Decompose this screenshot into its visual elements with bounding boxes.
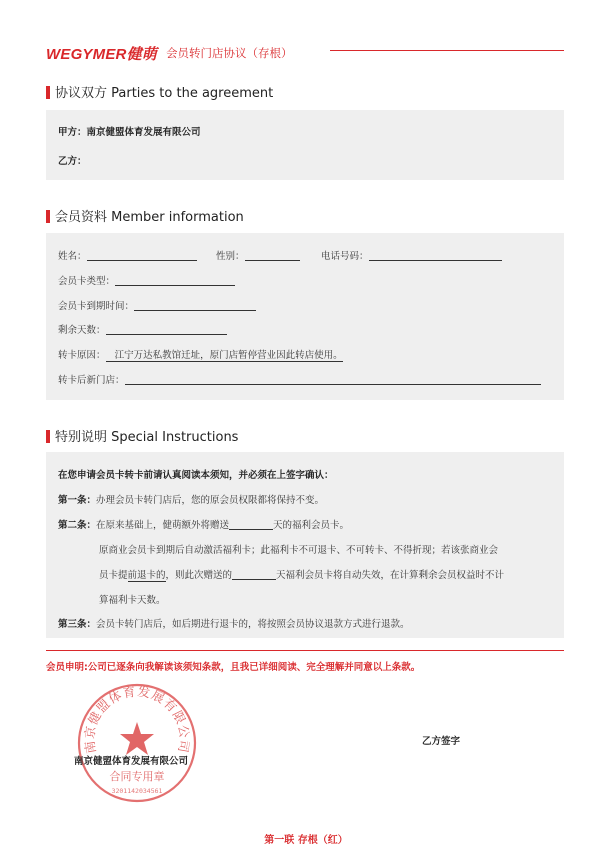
card-type-blank[interactable] xyxy=(115,274,235,286)
svg-text:3201142034561: 3201142034561 xyxy=(111,787,163,795)
special-intro: 在您申请会员卡转卡前请认真阅读本须知，并必须在上签字确认： xyxy=(58,470,334,481)
reason-field[interactable]: 转卡原因： 江宁万达私教馆迁址，原门店暂停营业因此转店使用。 xyxy=(58,350,343,361)
clause-3: 第三条：会员卡转门店后，如后期进行退卡的，将按照会员协议退款方式进行退款。 xyxy=(58,619,410,630)
document-title: 会员转门店协议（存根） xyxy=(166,46,293,60)
copy-footer: 第一联 存根（红） xyxy=(264,835,348,846)
section-marker xyxy=(46,210,50,223)
section-title-member: 会员资料 Member information xyxy=(46,206,244,225)
party-a-row: 甲方：南京健盟体育发展有限公司 xyxy=(58,127,201,138)
company-seal xyxy=(74,680,200,806)
parties-panel xyxy=(46,110,564,180)
party-b-signature-label: 乙方签字 xyxy=(422,736,461,747)
name-blank[interactable] xyxy=(87,249,197,261)
expiry-blank[interactable] xyxy=(134,299,256,311)
section-title-special: 特别说明 Special Instructions xyxy=(46,426,238,445)
brand-logo: WEGYMER健萌 xyxy=(46,46,157,63)
company-signature: 南京健盟体育发展有限公司 xyxy=(74,756,189,767)
card-type-field[interactable]: 会员卡类型： xyxy=(58,273,235,287)
phone-blank[interactable] xyxy=(369,249,502,261)
days-left-field[interactable]: 剩余天数： xyxy=(58,322,227,336)
clause-2: 第二条：在原来基础上，健萌额外将赠送 天的福利会员卡。 xyxy=(58,520,350,531)
party-a-value: 南京健盟体育发展有限公司 xyxy=(86,127,201,138)
clause-2-line-3: 员卡提前退卡的，则此次赠送的 天福利会员卡将自动失效，在计算剩余会员权益时不计 xyxy=(99,570,505,581)
section-marker xyxy=(46,86,50,99)
reason-value[interactable]: 江宁万达私教馆迁址，原门店暂停营业因此转店使用。 xyxy=(105,350,343,361)
party-b-label: 乙方： xyxy=(58,156,87,167)
member-declaration: 会员申明:公司已逐条向我解读该须知条款，且我已详细阅读、完全理解并同意以上条款。 xyxy=(46,662,421,673)
gender-field[interactable]: 性别： xyxy=(216,248,300,262)
svg-text:南京健盟体育发展有限公司: 南京健盟体育发展有限公司 xyxy=(81,683,193,755)
svg-text:合同专用章: 合同专用章 xyxy=(109,770,165,783)
expiry-field[interactable]: 会员卡到期时间： xyxy=(58,298,256,312)
bonus-days-blank-2[interactable] xyxy=(232,568,276,580)
section-marker xyxy=(46,430,50,443)
days-left-blank[interactable] xyxy=(106,323,227,335)
bonus-days-blank[interactable] xyxy=(229,518,273,530)
clause-1: 第一条：办理会员卡转门店后，您的原会员权限都将保持不变。 xyxy=(58,495,325,506)
name-field[interactable]: 姓名： xyxy=(58,248,197,262)
phone-field[interactable]: 电话号码： xyxy=(321,248,502,262)
new-store-blank[interactable] xyxy=(125,373,541,385)
declaration-divider xyxy=(46,650,564,651)
clause-2-line-4: 算福利卡天数。 xyxy=(99,595,166,606)
gender-blank[interactable] xyxy=(245,249,300,261)
header-divider xyxy=(330,50,564,51)
clause-2-line-2: 原商业会员卡到期后自动激活福利卡；此福利卡不可退卡、不可转卡、不得折现；若该张商业会 xyxy=(99,545,499,556)
section-title-parties: 协议双方 Parties to the agreement xyxy=(46,82,273,101)
new-store-field[interactable]: 转卡后新门店： xyxy=(58,372,541,386)
